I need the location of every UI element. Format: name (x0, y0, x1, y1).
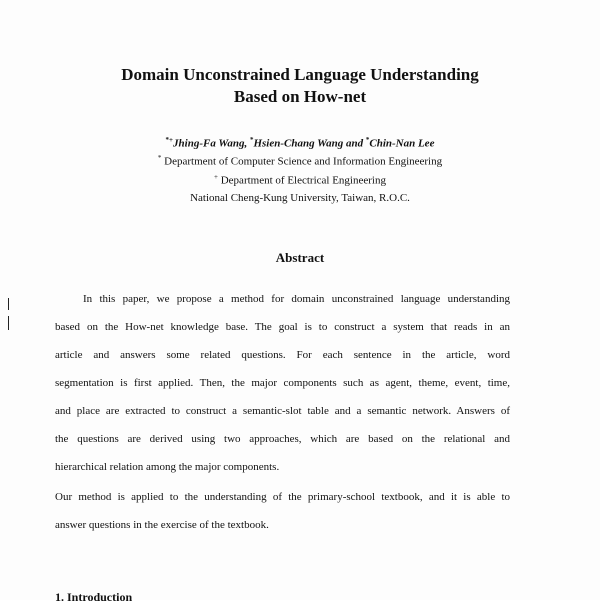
affiliation-1-mark: * (157, 154, 162, 162)
abstract-line: In this paper, we propose a method for domain unconstrained language understanding (83, 293, 510, 305)
paper-title-line-2: Based on How-net (233, 87, 367, 106)
abstract-line: article and answers some related questions. For each sentence in the article, word (55, 349, 510, 361)
author-2-mark: * (249, 136, 254, 144)
author-1-mark: *+ (165, 136, 174, 144)
abstract-paragraph-1 (55, 290, 510, 486)
affiliation-2-mark: + (214, 173, 218, 181)
abstract-line: based on the How-net knowledge base. The goal is to construct a system that reads in an (55, 321, 510, 333)
abstract-heading: Abstract (275, 250, 325, 265)
abstract-line: segmentation is first applied. Then, the major components such as agent, theme, event, time, (55, 377, 510, 389)
scan-margin-mark (8, 298, 9, 310)
paper-title-line-1: Domain Unconstrained Language Understanding (121, 65, 479, 84)
author-separator: and (343, 137, 366, 150)
introduction-heading: 1. Introduction (55, 590, 133, 604)
abstract-line: and place are extracted to construct a semantic-slot table and a semantic network. Answers of (55, 405, 510, 417)
affiliation-3 (40, 192, 560, 204)
abstract-line: the questions are derived using two approaches, which are based on the relational and (55, 433, 510, 445)
affiliation-2-text: Department of Electrical Engineering (220, 174, 386, 187)
author-separator: , (244, 137, 250, 150)
affiliation-2 (40, 173, 560, 187)
author-3-mark: * (365, 136, 370, 144)
abstract-line: hierarchical relation among the major components. (55, 461, 280, 473)
abstract-line: answer questions in the exercise of the textbook. (55, 519, 269, 531)
author-list (40, 136, 560, 150)
author-3-name: Chin-Nan Lee (369, 137, 435, 150)
abstract-line: Our method is applied to the understanding of the primary-school textbook, and it is able to (55, 491, 510, 503)
author-1-name: Jhing-Fa Wang (173, 137, 245, 150)
abstract-paragraph-2 (55, 488, 510, 544)
scan-margin-mark (8, 316, 9, 330)
affiliation-3-text: National Cheng-Kung University, Taiwan, R.O.C. (190, 192, 410, 204)
affiliation-1 (40, 154, 560, 168)
author-2-name: Hsien-Chang Wang (253, 137, 344, 150)
affiliation-1-text: Department of Computer Science and Information Engineering (164, 155, 443, 168)
